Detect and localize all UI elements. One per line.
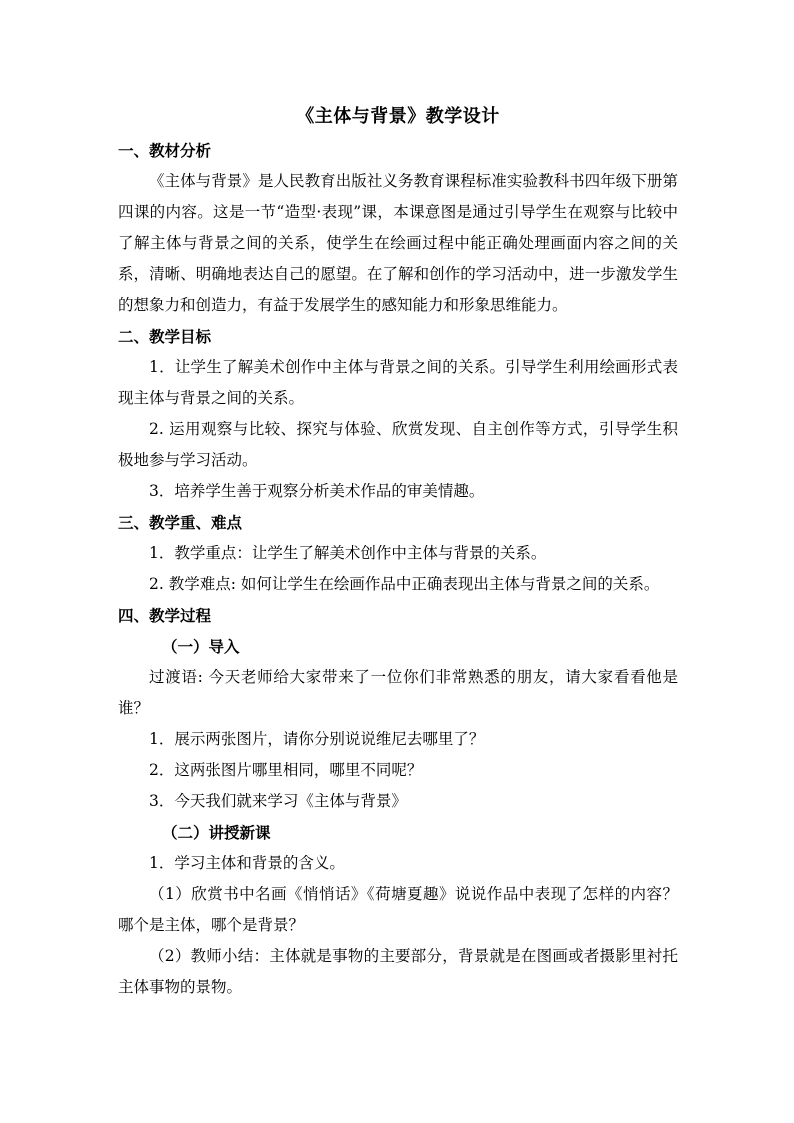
paragraph: 1．展示两张图片，请你分别说说维尼去哪里了？ — [149, 730, 485, 748]
paragraph: 3．培养学生善于观察分析美术作品的审美情趣。 — [149, 482, 485, 500]
paragraph: 过渡语: 今天老师给大家带来了一位你们非常熟悉的朋友，请大家看看他是谁？ — [118, 668, 678, 717]
paragraph: （1）欣赏书中名画《悄悄话》《荷塘夏趣》说说作品中表现了怎样的内容？哪个是主体，哪个是背景？ — [118, 885, 678, 934]
paragraph: 3．今天我们就来学习《主体与背景》 — [149, 792, 407, 810]
paragraph: 1．让学生了解美术创作中主体与背景之间的关系。引导学生利用绘画形式表现主体与背景之间的关系。 — [118, 358, 678, 407]
paragraph: 2. 运用观察与比较、探究与体验、欣赏发现、自主创作等方式，引导学生积极地参与学习活动。 — [118, 420, 678, 469]
paragraph: （2）教师小结：主体就是事物的主要部分，背景就是在图画或者摄影里衬托主体事物的景物。 — [118, 947, 678, 996]
section-heading-analysis: 一、教材分析 — [118, 141, 212, 160]
paragraph: 1．教学重点：让学生了解美术创作中主体与背景的关系。 — [149, 544, 547, 562]
section-heading-process: 四、教学过程 — [118, 606, 212, 625]
paragraph: 2．这两张图片哪里相同，哪里不同呢？ — [149, 761, 423, 779]
document-title: 《主体与背景》教学设计 — [296, 106, 500, 127]
paragraph: 2. 教学难点: 如何让学生在绘画作品中正确表现出主体与背景之间的关系。 — [149, 575, 660, 593]
document-body — [118, 103, 678, 1003]
section-heading-objectives: 二、教学目标 — [118, 327, 212, 346]
paragraph: 1．学习主体和背景的含义。 — [149, 854, 345, 872]
subsection-heading-new-lesson: （二）讲授新课 — [162, 823, 271, 842]
paragraph: 《主体与背景》是人民教育出版社义务教育课程标准实验教科书四年级下册第四课的内容。这是一节“造型·表现”课，本课意图是通过引导学生在观察与比较中了解主体与背景之间的关系，使学生在绘画过程中能正确处理画面内容之间的关系，清晰、明确地表达自己的愿望。在了解和创作的学习活动中，进一步激发学生的想象力和创造力，有益于发展学生的感知能力和形象思维能力。 — [118, 172, 678, 314]
subsection-heading-intro: （一）导入 — [162, 637, 240, 656]
section-heading-key-points: 三、教学重、难点 — [118, 513, 243, 532]
